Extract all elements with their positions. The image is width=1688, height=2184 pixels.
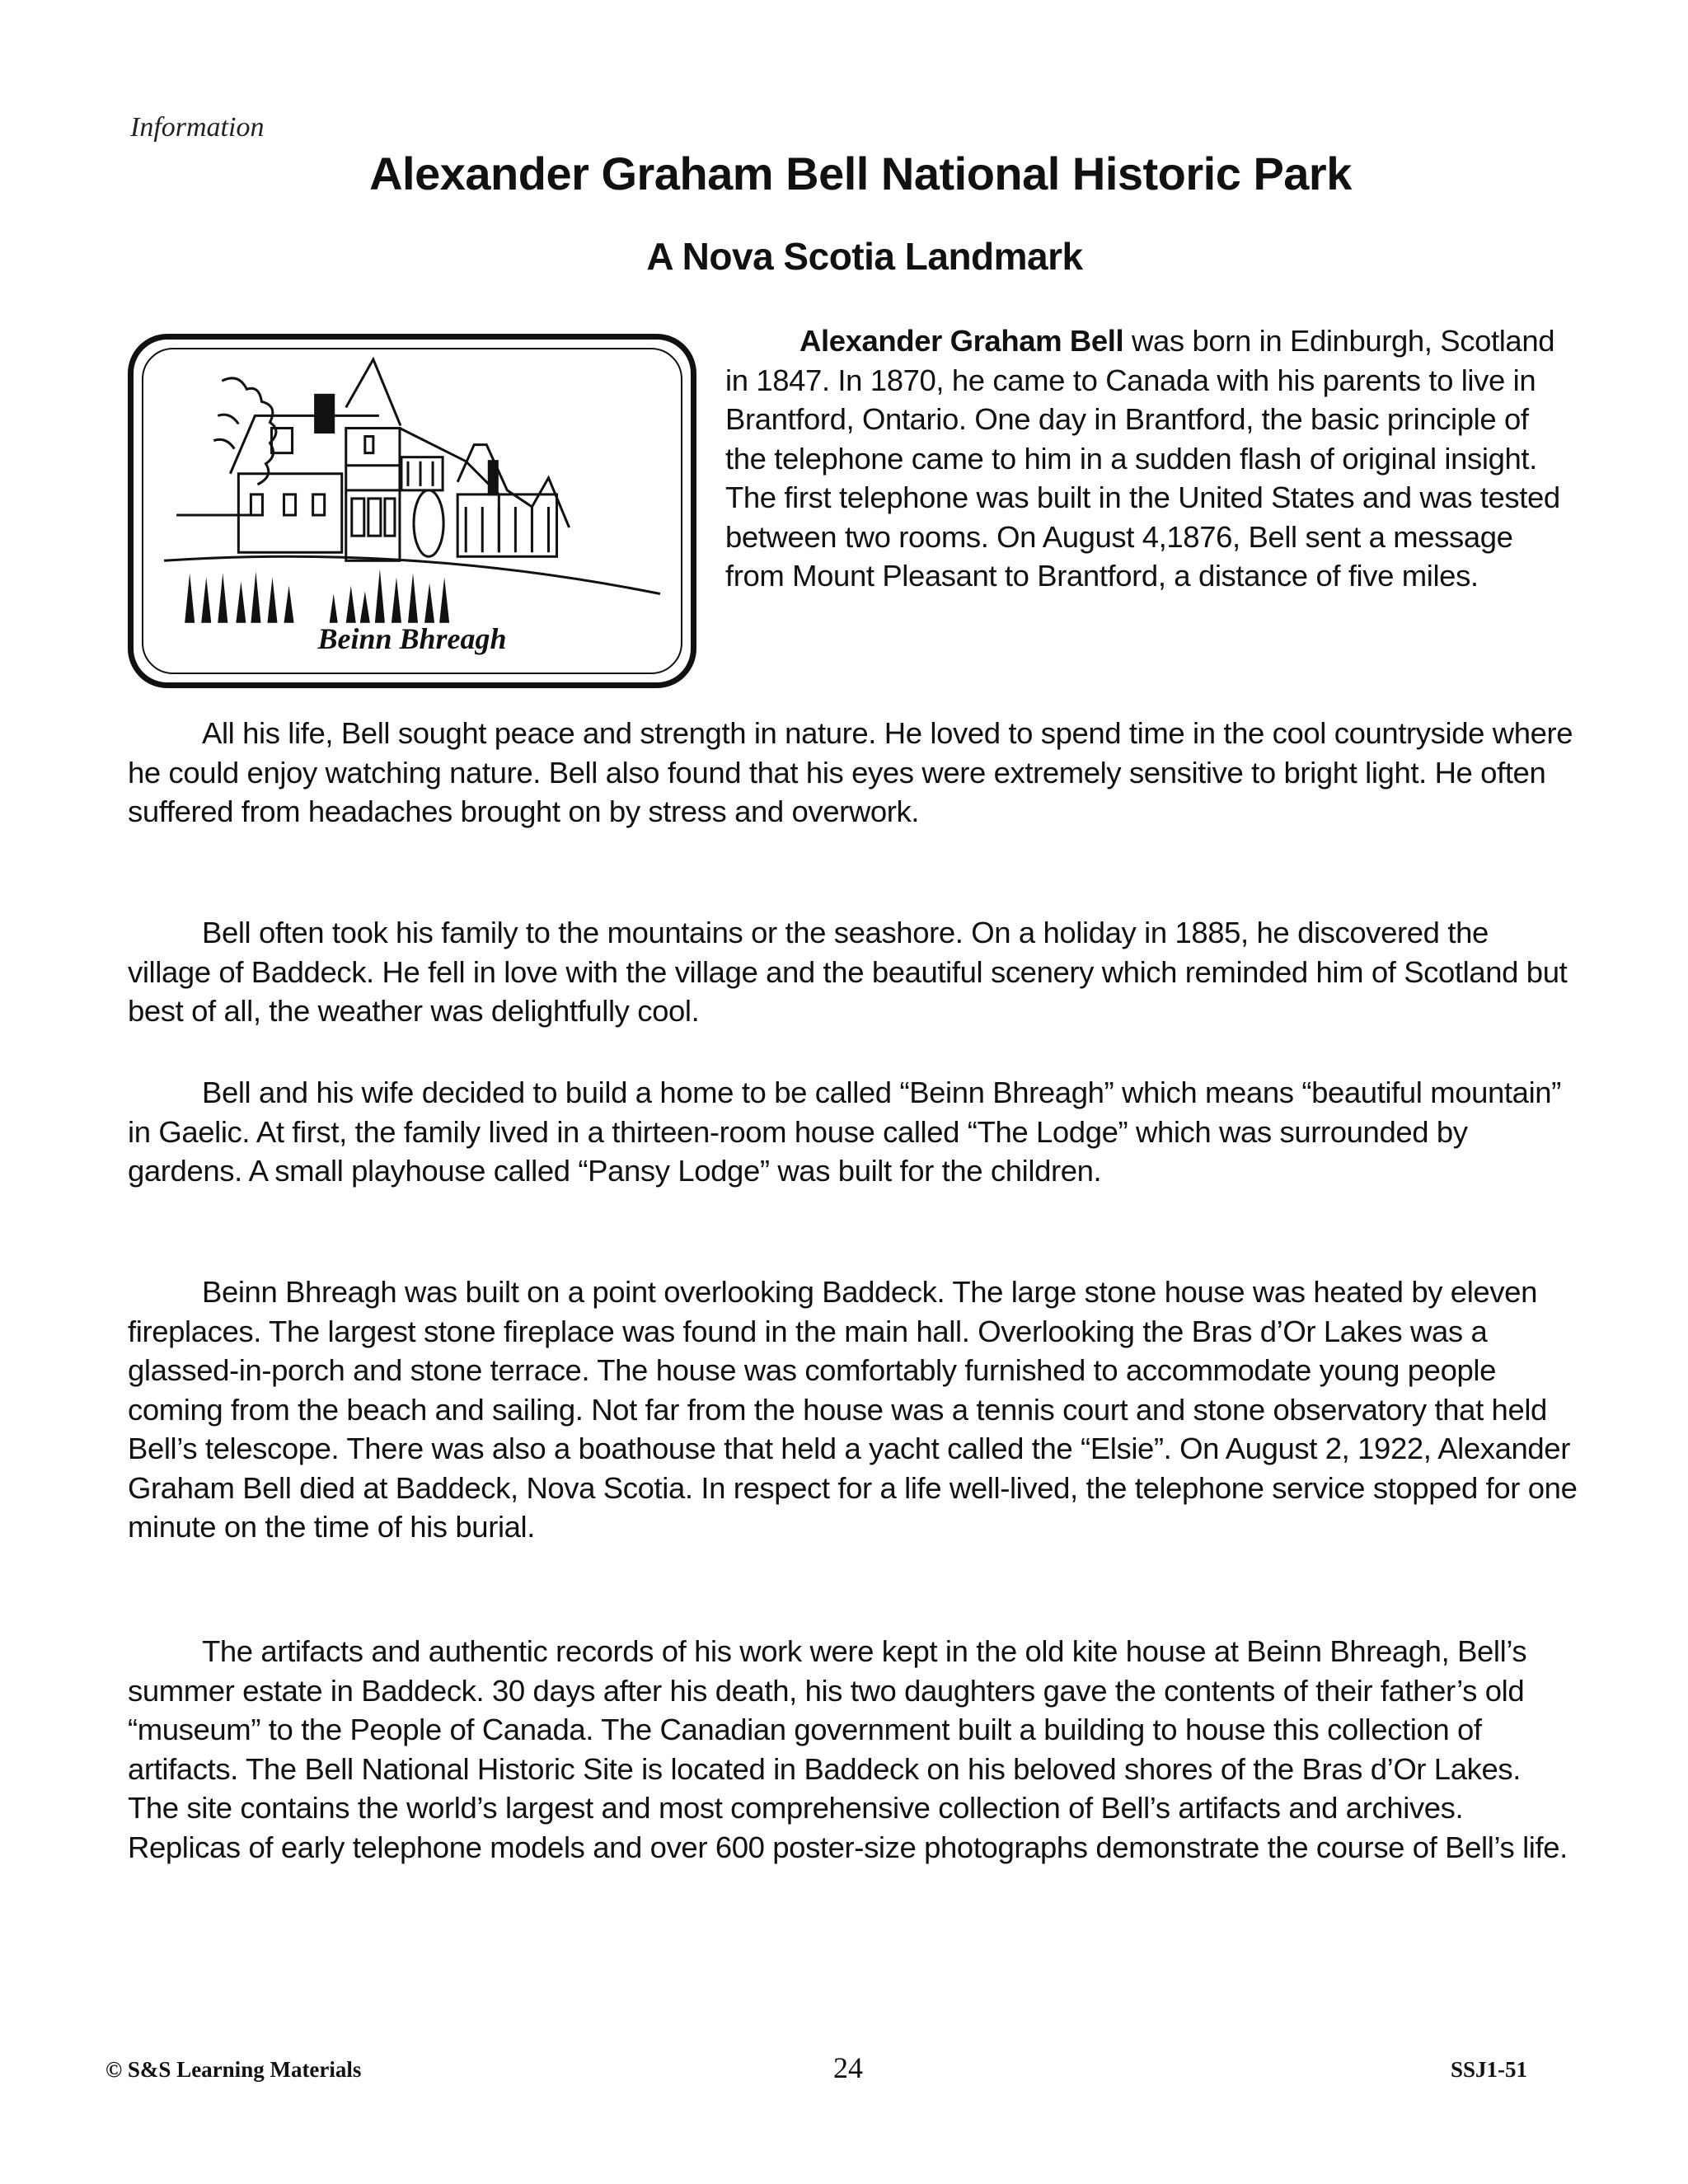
section-label: Information — [130, 112, 265, 143]
paragraph-text: Beinn Bhreagh was built on a point overlooking Baddeck. The large stone house was heated by eleven fireplaces. The largest stone fireplace was found in the main hall. Overlooking the Bras d’Or Lakes was a glassed-in-porch and stone terrace. The house was comfortably furnished to accommodate young people coming from the beach and sailing. Not far from the house was a tennis court and stone observatory that held Bell’s telescope. There was also a boathouse that held a yacht called the “Elsie”. On August 2, 1922, Alexander Graham Bell died at Baddeck, Nova Scotia. In respect for a life well-lived, the telephone service stopped for one minute on the time of his burial. — [128, 1275, 1578, 1544]
illustration-frame — [128, 334, 696, 688]
paragraph-text: All his life, Bell sought peace and strength in nature. He loved to spend time in the cool countryside where he could enjoy watching nature. Bell also found that his eyes were extremely sensitive to bright light. He often suffered from headaches brought on by stress and overwork. — [128, 716, 1573, 828]
footer-copyright: © S&S Learning Materials — [106, 2057, 362, 2082]
paragraph-text: The artifacts and authentic records of his work were kept in the old kite house at Beinn Bhreagh, Bell’s summer estate in Baddeck. 30 days after his death, his two daughters gave the contents of their father’s old “museum” to the People of Canada. The Canadian government built a building to house this collection of artifacts. The Bell National Historic Site is located in Baddeck on his beloved shores of the Bras d’Or Lakes. The site contains the world’s largest and most comprehensive collection of Bell’s artifacts and archives. Replicas of early telephone models and over 600 poster-size photographs demonstrate the course of Bell’s life. — [128, 1634, 1568, 1864]
illustration-caption: Beinn Bhreagh — [317, 622, 507, 655]
page-subtitle: A Nova Scotia Landmark — [646, 235, 1083, 278]
paragraph-home — [128, 1073, 1578, 1191]
paragraph-nature — [128, 714, 1578, 832]
footer-code: SSJ1-51 — [1451, 2057, 1528, 2082]
intro-text: was born in Edinburgh, Scotland in 1847. In 1870, he came to Canada with his parents to live in Brantford, Ontario. One day in Brantford, the basic principle of the telephone came to him in a sudden flash of original insight. The first telephone was built in the United States and was tested between two rooms. On August 4,1876, Bell sent a message from Mount Pleasant to Brantford, a distance of five miles. — [725, 324, 1560, 593]
paragraph-text: Bell and his wife decided to build a home to be called “Beinn Bhreagh” which means “beautiful mountain” in Gaelic. At first, the family lived in a thirteen-room house called “The Lodge” which was surrounded by gardens. A small playhouse called “Pansy Lodge” was built for the children. — [128, 1076, 1561, 1188]
paragraph-museum — [128, 1632, 1578, 1867]
illustration-inner-border — [142, 348, 682, 674]
footer-page-number: 24 — [833, 2051, 863, 2084]
paragraph-baddeck — [128, 913, 1578, 1031]
paragraph-estate — [128, 1272, 1578, 1547]
intro-paragraph — [725, 321, 1566, 596]
intro-lead: Alexander Graham Bell — [799, 324, 1124, 358]
paragraph-text: Bell often took his family to the mountains or the seashore. On a holiday in 1885, he discovered the village of Baddeck. He fell in love with the village and the beautiful scenery which reminded him of Scotland but best of all, the weather was delightfully cool. — [128, 916, 1568, 1028]
page-title: Alexander Graham Bell National Historic Park — [369, 148, 1352, 199]
